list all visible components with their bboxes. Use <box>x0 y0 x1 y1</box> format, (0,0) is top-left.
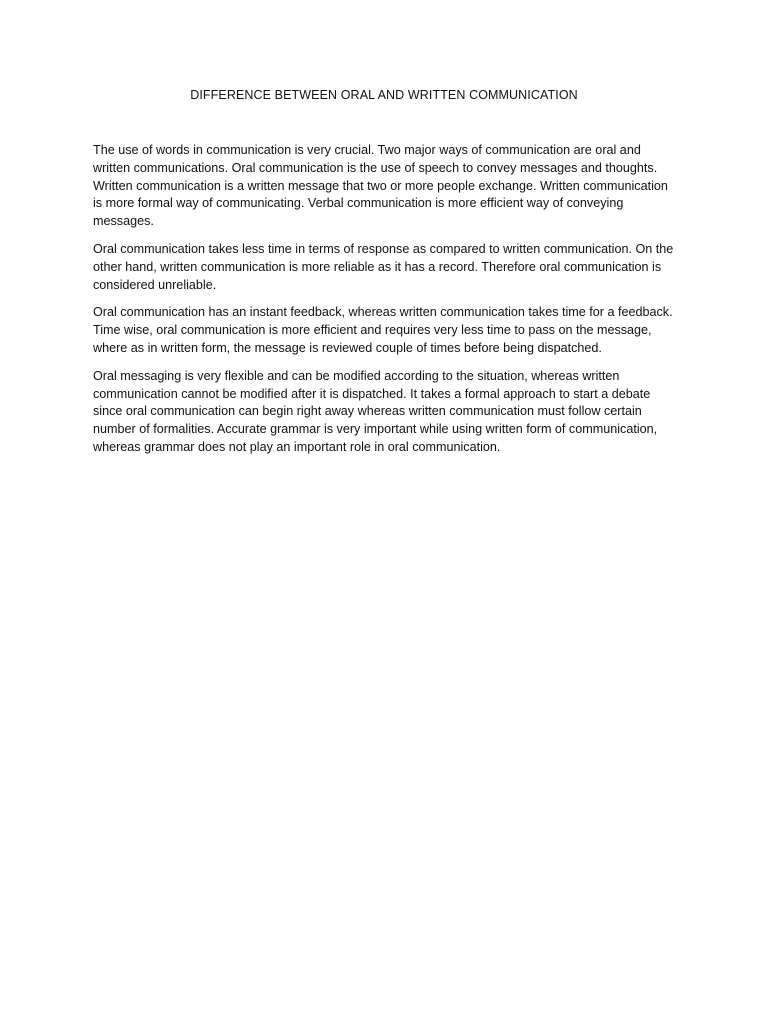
document-title: DIFFERENCE BETWEEN ORAL AND WRITTEN COMMUNICATION <box>190 88 578 102</box>
paragraph-3: Oral communication has an instant feedback, whereas written communication takes time for a feedback. Time wise, oral communication is more efficient and requires very less time to pass on the message, where as in written form, the message is reviewed couple of times before being dispatched. <box>93 305 673 355</box>
paragraph-2: Oral communication takes less time in terms of response as compared to written communication. On the other hand, written communication is more reliable as it has a record. Therefore oral communication is considered unreliable. <box>93 241 674 292</box>
document-body <box>93 142 677 467</box>
paragraph-1: The use of words in communication is very crucial. Two major ways of communication are oral and written communications. Oral communication is the use of speech to convey messages and thoughts. Written communication is a written message that two or more people exchange. Written communication is more formal way of communicating. Verbal communication is more efficient way of conveying messages. <box>93 143 668 229</box>
paragraph-4: Oral messaging is very flexible and can be modified according to the situation, whereas written communication cannot be modified after it is dispatched. It takes a formal approach to start a debate since oral communication can begin right away whereas written communication must follow certain number of formalities. Accurate grammar is very important while using written form of communication, whereas grammar does not play an important role in oral communication. <box>93 368 658 454</box>
